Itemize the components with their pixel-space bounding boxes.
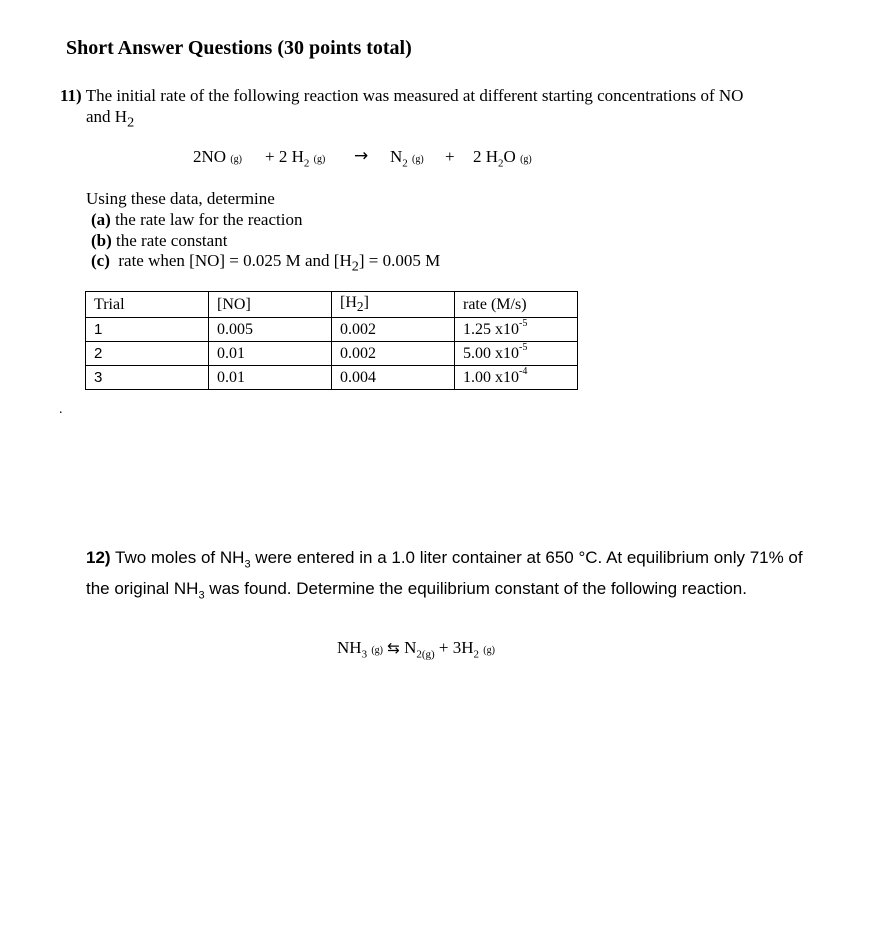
cell-rate: 1.25 $x10^{-5}$ [455,318,578,342]
section-title: Short Answer Questions (30 points total) [66,37,412,59]
eq1-product-h2o: 2 $H_2O$ (g) [473,147,532,170]
eq1-product-n2: $N_2$ (g) [390,147,424,170]
question-11-text: The initial rate of the following reaction was measured at different starting concentrations of NO [85,86,744,105]
reaction-arrow-icon: → [354,146,369,166]
question-11-line1 [60,86,743,106]
stray-dot: . [59,402,63,417]
eq1-reactant-no: 2NO (g) [193,147,242,166]
table-row [86,318,578,342]
header-h2: $[H_2]$ [332,292,455,318]
question-12-number: 12) [86,548,111,567]
cell-rate: 1.00 $x10^{-4}$ [455,366,578,390]
cell-no: 0.01 [209,342,332,366]
question-12-equation: $NH_3$ (g) ⇆ $N_{2(g)} + 3H_2$ (g) [337,638,495,661]
part-b: (b) the rate constant [91,231,228,250]
question-11-line2: and $H_2$ [86,107,135,131]
header-trial: Trial [86,292,209,318]
question-11-number: 11) [60,86,82,105]
eq1-plus: + [445,147,455,166]
table-row [86,342,578,366]
table-header-row [86,292,578,318]
cell-h2: 0.002 [332,342,455,366]
table-row [86,366,578,390]
cell-h2: 0.002 [332,318,455,342]
header-no: [NO] [209,292,332,318]
cell-no: 0.005 [209,318,332,342]
part-a: (a) the rate law for the reaction [91,210,303,229]
equilibrium-arrow-icon: ⇆ [387,639,400,657]
cell-trial: 1 [86,318,209,342]
cell-trial: 3 [86,366,209,390]
header-rate: rate (M/s) [455,292,578,318]
cell-no: 0.01 [209,366,332,390]
rate-data-table [85,291,578,390]
question-12: 12) Two moles of $NH_3$ were entered in a 1.0 liter container at 650 °C. At equilibrium only 71% of the original $NH_3$ was found. Determine the equilibrium constant of the following reaction. [86,548,803,602]
part-c: (c) rate when [NO] = 0.025 M and $[H_2] = 0.005$ M [91,251,441,275]
eq1-reactant-h2: + 2 $H_2$ (g) [265,147,326,170]
cell-trial: 2 [86,342,209,366]
question-11-intro: Using these data, determine [86,189,275,208]
cell-rate: 5.00 $x10^{-5}$ [455,342,578,366]
cell-h2: 0.004 [332,366,455,390]
